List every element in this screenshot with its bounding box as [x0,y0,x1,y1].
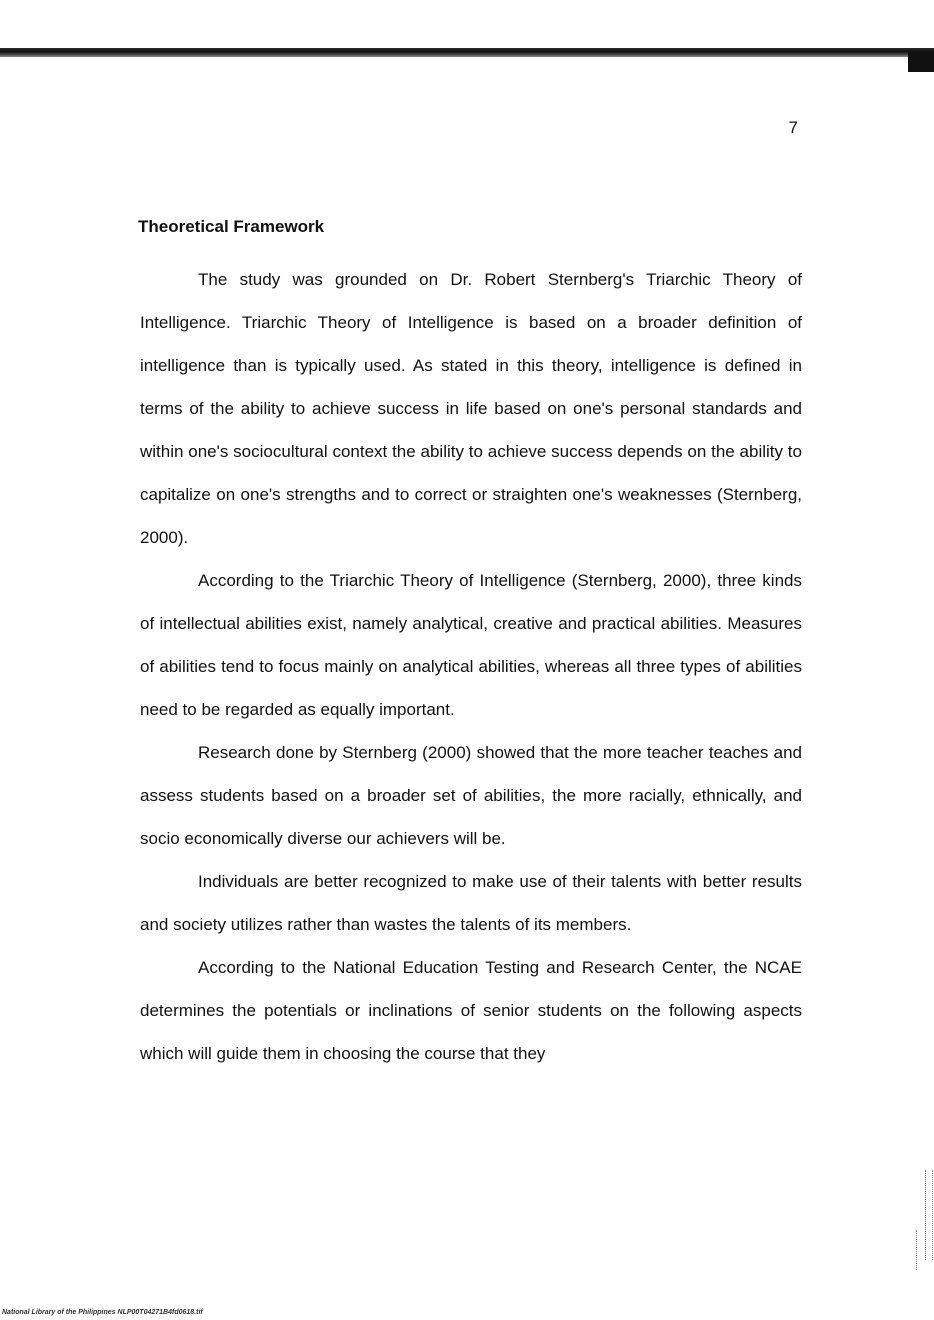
page-number: 7 [788,118,798,137]
scan-side-mark [916,1230,920,1270]
paragraph: According to the National Education Testing and Research Center, the NCAE determines the potentials or inclinations of senior students on the following aspects which will guide them in choosing the course that they [140,958,802,1063]
paragraph: According to the Triarchic Theory of Intelligence (Sternberg, 2000), three kinds of intellectual abilities exist, namely analytical, creative and practical abilities. Measures of abilities tend to focus mainly on analytical abilities, whereas all three types of abilities need to be regarded as equally important. [140,571,802,719]
paragraph: The study was grounded on Dr. Robert Sternberg's Triarchic Theory of Intelligence. Triarchic Theory of Intelligence is based on a broader definition of intelligence than is typically used. As stated in this theory, intelligence is defined in terms of the ability to achieve success in life based on one's personal standards and within one's sociocultural context the ability to achieve success depends on the ability to capitalize on one's strengths and to correct or straighten one's weaknesses (Sternberg, 2000). [140,270,802,547]
scan-footer-label: National Library of the Philippines NLP00T04271B4fd0618.tif [2,1309,203,1316]
scan-top-border [0,48,934,57]
scan-side-mark [925,1170,933,1260]
paragraph: Research done by Sternberg (2000) showed that the more teacher teaches and assess students based on a broader set of abilities, the more racially, ethnically, and socio economically diverse our achievers will be. [140,743,802,848]
section-heading: Theoretical Framework [138,217,325,236]
paragraph: Individuals are better recognized to make use of their talents with better results and society utilizes rather than wastes the talents of its members. [140,872,802,934]
scan-corner-mark [908,52,934,72]
body-text [140,258,802,1075]
